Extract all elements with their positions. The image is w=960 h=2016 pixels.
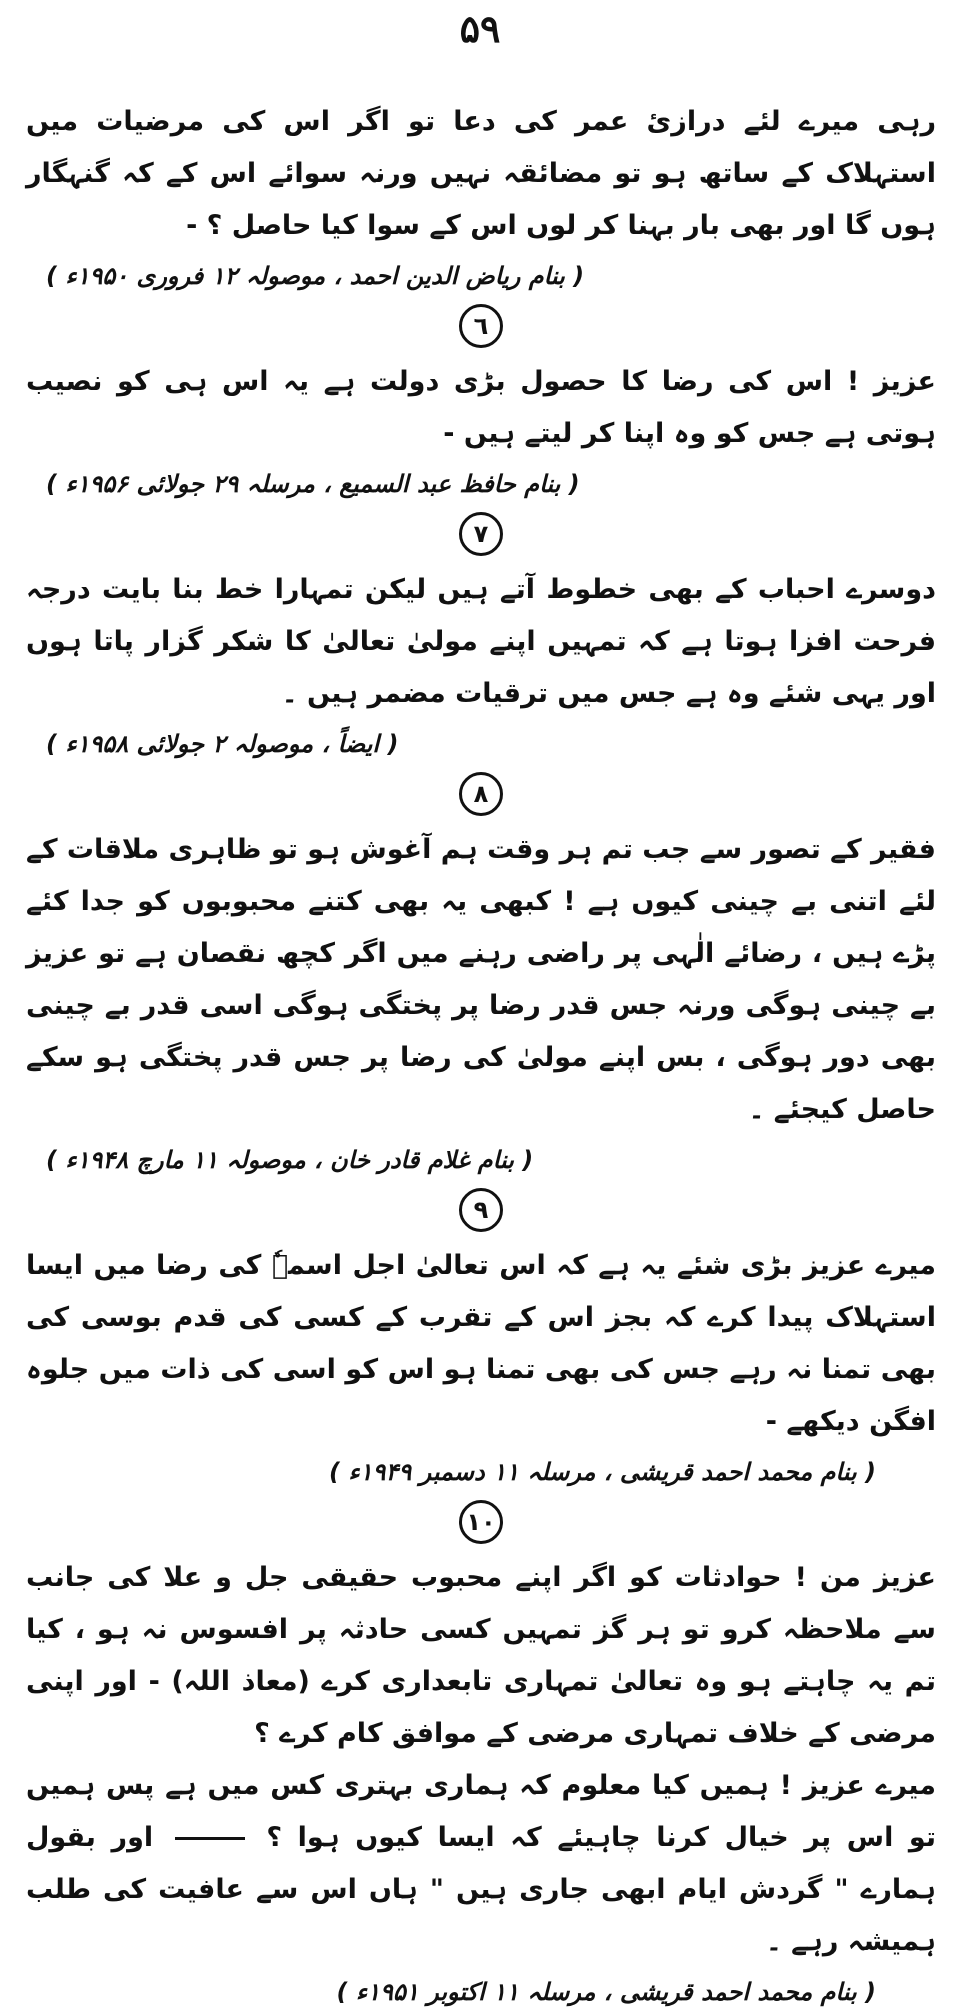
passage-8-text: فقیر کے تصور سے جب تم ہر وقت ہم آغوش ہو تو ظاہری ملاقات کے لئے اتنی بے چینی کیوں ہے ! کبھی یہ بھی کتنے محبوبوں کو جدا کئے پڑے ہیں ، رضائے الٰہی پر راضی رہنے میں اگر کچھ نقصان ہے تو عزیز بے چینی ہوگی ورنہ جس قدر رضا پر پختگی ہوگی اسی قدر بے چینی بھی دور ہوگی ، بس اپنے مولیٰ کی رضا پر جس قدر پختگی ہو سکے حاصل کیجئے ۔	[26, 834, 936, 1125]
page-content	[26, 96, 936, 2016]
passage-9	[26, 1188, 936, 1496]
passage-10	[26, 1500, 936, 2016]
section-number-8: ٨	[459, 772, 503, 816]
page-number: ۵۹	[459, 6, 501, 51]
passage-7-citation: ( ایضاً ، موصولہ ۲ جولائی ۱۹۵۸ء )	[46, 730, 399, 758]
intro-passage	[26, 96, 936, 300]
section-number-6: ٦	[459, 304, 503, 348]
passage-10-citation: ( بنام محمد احمد قریشی ، مرسلہ ۱۱ اکتوبر ۱۹۵۱ء )	[336, 1978, 876, 2006]
passage-6	[26, 304, 936, 508]
passage-7-text: دوسرے احباب کے بھی خطوط آتے ہیں لیکن تمہارا خط بنا بایت درجہ فرحت افزا ہوتا ہے کہ تمہیں اپنے مولیٰ تعالیٰ کا شکر گزار پاتا ہوں اور یہی شئے وہ ہے جس میں ترقیات مضمر ہیں ۔	[26, 574, 936, 709]
passage-10-text-2b: اور بقول ہمارے " گردش ایام ابھی جاری ہیں " ہاں اس سے عافیت کی طلب ہمیشہ رہے ۔	[26, 1822, 936, 1957]
section-number-9: ٩	[459, 1188, 503, 1232]
dash-separator	[175, 1837, 245, 1840]
passage-8	[26, 772, 936, 1184]
section-number-10: ١٠	[459, 1500, 503, 1544]
passage-8-citation: ( بنام غلام قادر خان ، موصولہ ۱۱ مارچ ۱۹۴۸ء )	[46, 1146, 534, 1174]
passage-6-citation: ( بنام حافظ عبد السمیع ، مرسلہ ۲۹ جولائی ۱۹۵۶ء )	[46, 470, 580, 498]
intro-paragraph: رہی میرے لئے درازئ عمر کی دعا تو اگر اس کی مرضیات میں استہلاک کے ساتھ ہو تو مضائقہ نہیں ورنہ سوائے اس کے کہ گنہگار ہوں گا اور بھی بار بہنا کر لوں اس کے سوا کیا حاصل ؟ -	[26, 106, 936, 241]
passage-9-citation: ( بنام محمد احمد قریشی ، مرسلہ ۱۱ دسمبر ۱۹۴۹ء )	[329, 1458, 876, 1486]
passage-7	[26, 512, 936, 768]
section-number-7: ٧	[459, 512, 503, 556]
passage-10-text-2a: میرے عزیز ! ہمیں کیا معلوم کہ ہماری بہتری کس میں ہے پس ہمیں تو اس پر خیال کرنا چاہیئے کہ ایسا کیوں ہوا ؟	[26, 1770, 937, 1853]
passage-6-text: عزیز ! اس کی رضا کا حصول بڑی دولت ہے یہ اس ہی کو نصیب ہوتی ہے جس کو وہ اپنا کر لیتے ہیں -	[26, 366, 936, 449]
passage-9-text: میرے عزیز بڑی شئے یہ ہے کہ اس تعالیٰ اجل اسمہٗ کی رضا میں ایسا استہلاک پیدا کرے کہ بجز اس کے تقرب کے کسی کی قدم بوسی کی بھی تمنا نہ رہے جس کی بھی تمنا ہو اس کو اسی کی ذات میں جلوہ افگن دیکھے -	[26, 1250, 936, 1437]
intro-citation: ( بنام ریاض الدین احمد ، موصولہ ۱۲ فروری ۱۹۵۰ء )	[46, 262, 585, 290]
passage-10-text: عزیز من ! حوادثات کو اگر اپنے محبوب حقیقی جل و علا کی جانب سے ملاحظہ کرو تو ہر گز تمہیں کسی حادثہ پر افسوس نہ ہو ، کیا تم یہ چاہتے ہو وہ تعالیٰ تمہاری تابعداری کرے (معاذ اللہ) - اور اپنی مرضی کے خلاف تمہاری مرضی کے موافق کام کرے ؟	[26, 1562, 936, 1749]
passage-10-text-2	[26, 1760, 936, 1968]
